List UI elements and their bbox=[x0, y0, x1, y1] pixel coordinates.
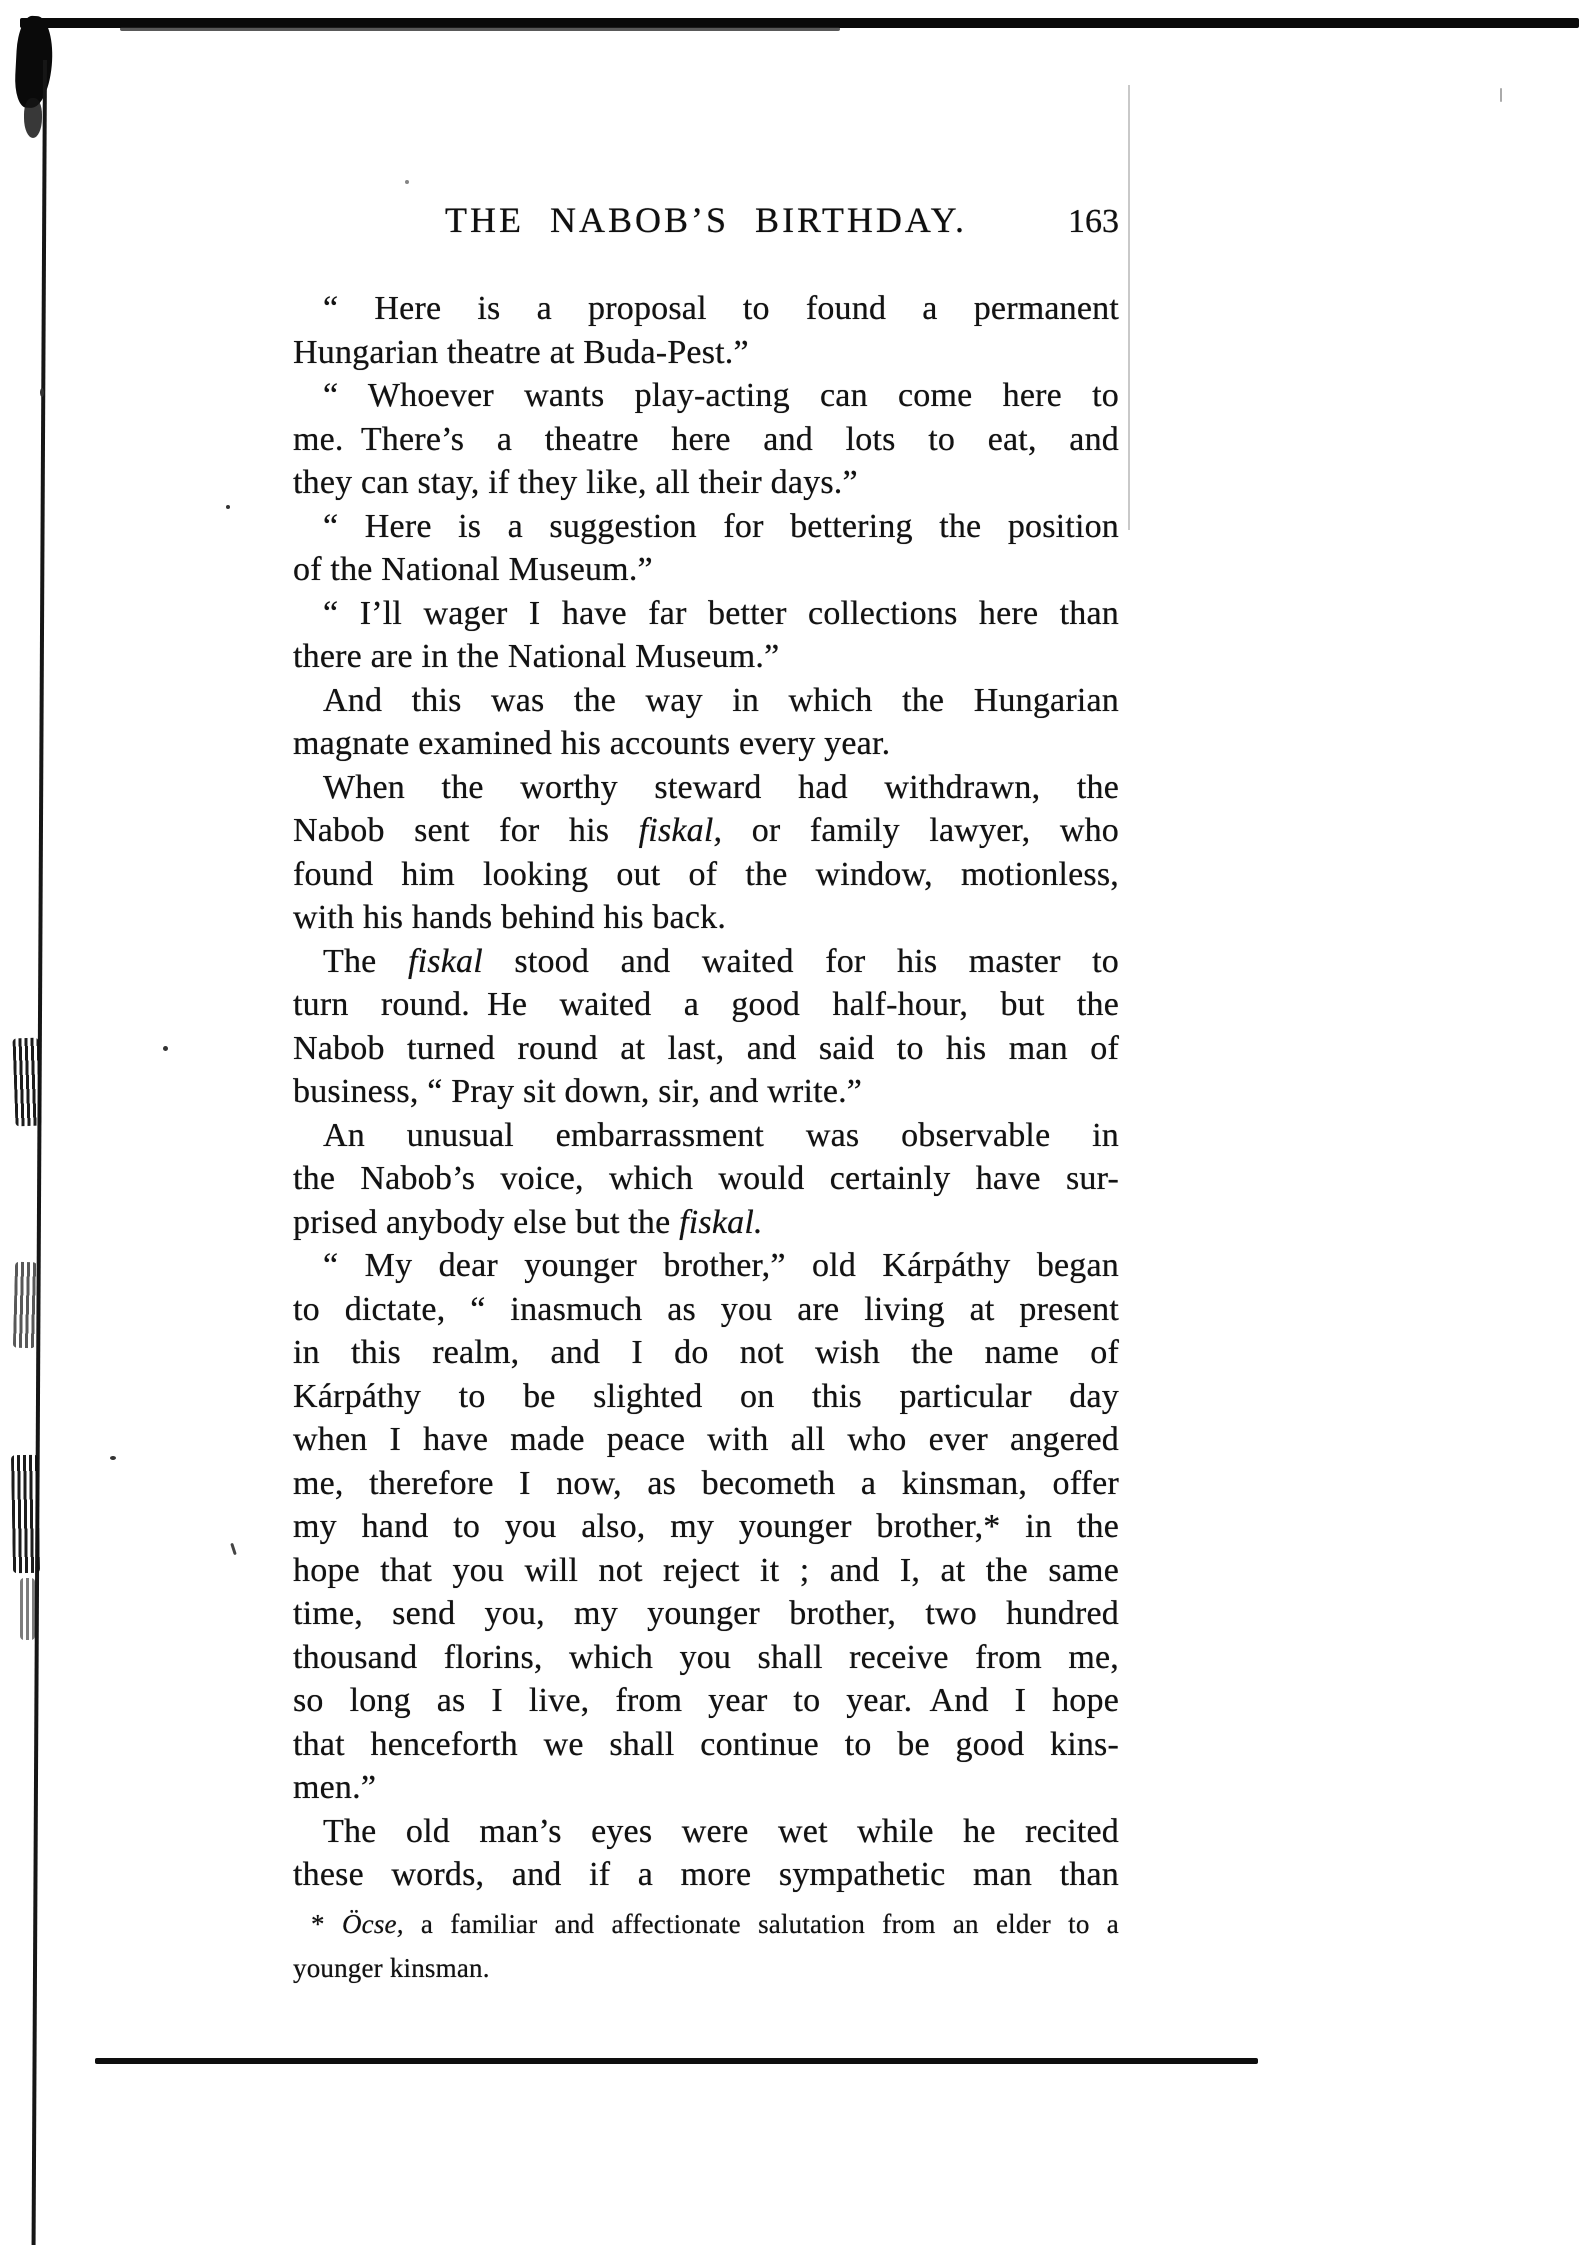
scan-smudge bbox=[20, 1578, 35, 1640]
text-line: they can stay, if they like, all their days.” bbox=[293, 464, 858, 501]
ink-blot bbox=[14, 15, 55, 109]
page-number: 163 bbox=[1068, 203, 1119, 240]
text-line: And this was the way in which the Hungarian bbox=[323, 681, 1119, 719]
text-line: found him looking out of the window, motionless, bbox=[293, 855, 1119, 893]
scan-left-edge-line bbox=[32, 60, 47, 2245]
text-line: Nabob turned round at last, and said to his man of bbox=[293, 1029, 1119, 1067]
text-line: thousand florins, which you shall receive from me, bbox=[293, 1638, 1119, 1676]
text-line: hope that you will not reject it ; and I, at the same bbox=[293, 1551, 1119, 1589]
text-line: prised anybody else but the fiskal. bbox=[293, 1203, 763, 1241]
scan-speck bbox=[110, 1456, 116, 1460]
text-line: younger kinsman. bbox=[293, 1953, 490, 1983]
text-line: The fiskal stood and waited for his master to bbox=[323, 942, 1119, 980]
text-line: with his hands behind his back. bbox=[293, 899, 727, 936]
text-line: When the worthy steward had withdrawn, the bbox=[323, 768, 1119, 806]
text-line: men.” bbox=[293, 1769, 377, 1806]
text-line: there are in the National Museum.” bbox=[293, 638, 780, 675]
text-line: me. There’s a theatre here and lots to eat, and bbox=[293, 420, 1119, 458]
text-line: * Öcse, a familiar and affectionate salutation from an elder to a bbox=[311, 1909, 1119, 1939]
scan-speck bbox=[405, 180, 409, 184]
text-line: Hungarian theatre at Buda-Pest.” bbox=[293, 333, 749, 371]
ink-blot-tail bbox=[24, 98, 42, 138]
text-line: these words, and if a more sympathetic man than bbox=[293, 1856, 1119, 1893]
text-line: in this realm, and I do not wish the name of bbox=[293, 1334, 1119, 1371]
text-line: when I have made peace with all who ever angered bbox=[293, 1421, 1119, 1458]
scan-right-faint-line bbox=[1128, 85, 1130, 530]
text-line: time, send you, my younger brother, two hundred bbox=[293, 1595, 1119, 1632]
scan-speck bbox=[226, 505, 230, 509]
scan-speck bbox=[163, 1046, 168, 1051]
text-line: An unusual embarrassment was observable in bbox=[323, 1116, 1119, 1154]
scan-top-edge-shadow bbox=[120, 27, 840, 31]
text-line: to dictate, “ inasmuch as you are living at present bbox=[293, 1290, 1119, 1328]
text-line: Nabob sent for his fiskal, or family lawyer, who bbox=[293, 812, 1119, 849]
scan-speck bbox=[230, 1543, 237, 1555]
footnote bbox=[293, 1902, 1119, 1990]
text-line: the Nabob’s voice, which would certainly have sur- bbox=[293, 1160, 1119, 1197]
scan-speck bbox=[40, 388, 44, 397]
text-line: so long as I live, from year to year. And I hope bbox=[293, 1682, 1119, 1719]
text-line: magnate examined his accounts every year. bbox=[293, 725, 891, 762]
scan-speck bbox=[1500, 88, 1502, 102]
text-line: The old man’s eyes were wet while he recited bbox=[323, 1812, 1119, 1850]
text-line: Kárpáthy to be slighted on this particular day bbox=[293, 1377, 1119, 1415]
scan-smudge bbox=[12, 1038, 41, 1127]
text-line: “ My dear younger brother,” old Kárpáthy began bbox=[323, 1247, 1119, 1284]
scan-smudge bbox=[11, 1455, 40, 1573]
running-title: THE NABOB’S BIRTHDAY. bbox=[445, 200, 967, 240]
text-line: “ I’ll wager I have far better collections here than bbox=[323, 594, 1119, 632]
text-line: business, “ Pray sit down, sir, and write.” bbox=[293, 1073, 863, 1110]
body-text bbox=[293, 287, 1119, 1897]
text-line: my hand to you also, my younger brother,* in the bbox=[293, 1508, 1119, 1545]
text-line: that henceforth we shall continue to be good kins- bbox=[293, 1725, 1119, 1763]
scan-bottom-edge-line bbox=[95, 2058, 1258, 2064]
text-line: “ Here is a suggestion for bettering the position bbox=[323, 507, 1119, 545]
text-line: turn round. He waited a good half-hour, but the bbox=[293, 986, 1119, 1023]
text-line: of the National Museum.” bbox=[293, 551, 653, 588]
text-line: “ Whoever wants play-acting can come here to bbox=[323, 377, 1119, 414]
text-line: me, therefore I now, as becometh a kinsman, offer bbox=[293, 1464, 1119, 1502]
text-line: “ Here is a proposal to found a permanent bbox=[323, 290, 1119, 327]
scan-smudge bbox=[13, 1262, 37, 1349]
